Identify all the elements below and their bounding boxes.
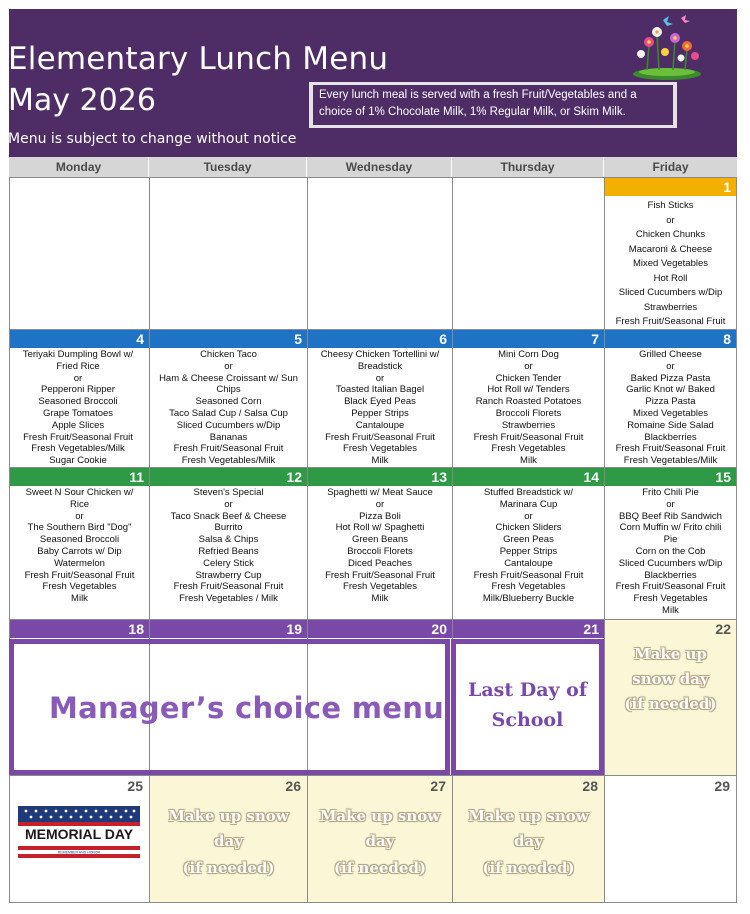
menu-item: Milk: [520, 455, 537, 467]
menu-item: Fresh Fruit/Seasonal Fruit: [173, 581, 284, 593]
day-cell-may-1: [604, 177, 737, 330]
menu-item: Ranch Roasted Potatoes: [475, 396, 582, 408]
menu-item: Stuffed Breadstick w/: [483, 487, 574, 498]
day-number: 25: [127, 778, 143, 794]
snow-day-line1: Make up snow: [468, 807, 589, 825]
menu-list: [150, 487, 307, 605]
change-notice: Menu is subject to change without notice: [8, 131, 297, 147]
day-header-monday: Monday: [9, 157, 149, 177]
menu-item: or: [666, 498, 675, 510]
menu-item: Fresh Vegetables/Milk: [31, 443, 125, 455]
menu-item: Pepper Strips: [499, 545, 558, 557]
menu-item: Baby Carrots w/ Dip: [37, 545, 122, 557]
last-day-label: [451, 675, 604, 735]
menu-item: Diced Peaches: [348, 557, 412, 569]
menu-item: Seasoned Broccoli: [39, 534, 120, 546]
menu-item: Corn on the Cob: [635, 545, 706, 557]
memorial-day-banner: [18, 806, 140, 862]
page-title: Elementary Lunch Menu: [8, 41, 389, 77]
menu-item: Baked Pizza Pasta: [630, 372, 711, 384]
menu-item: Salsa & Chips: [198, 534, 259, 546]
menu-item: Hot Roll w/ Spaghetti: [335, 522, 425, 534]
menu-item: Bananas: [209, 431, 248, 443]
menu-item: Fresh Vegetables: [491, 443, 566, 455]
menu-item: Chicken Taco: [200, 349, 257, 360]
menu-item: Fresh Fruit/Seasonal Fruit: [473, 569, 584, 581]
menu-item: Fresh Vegetables: [491, 581, 566, 593]
day-cell-may-7: [452, 329, 605, 468]
menu-item: Rice: [69, 498, 89, 510]
menu-item: Black Eyed Peas: [344, 396, 416, 408]
menu-item: or: [224, 498, 233, 510]
menu-item: or: [524, 360, 533, 372]
menu-item: Corn Muffin w/ Frito chili: [619, 522, 722, 534]
day-cell-may-22: [604, 619, 737, 776]
last-day-line2: School: [491, 709, 564, 731]
day-cell-may-13: [307, 467, 453, 620]
day-cell-may-15: [604, 467, 737, 620]
menu-item: Chicken Tender: [495, 372, 562, 384]
menu-item: or: [375, 372, 385, 384]
menu-item: Fried Rice: [56, 360, 100, 372]
day-number: 6: [308, 330, 452, 348]
day-header-tuesday: Tuesday: [149, 157, 307, 177]
menu-item: Teriyaki Dumpling Bowl w/: [22, 349, 134, 360]
menu-item: Strawberries: [643, 301, 698, 313]
day-number: 5: [150, 330, 307, 348]
menu-item: Spaghetti w/ Meat Sauce: [327, 487, 433, 498]
menu-item: Burrito: [214, 522, 243, 534]
menu-item: Milk: [371, 593, 389, 605]
day-number: 27: [430, 778, 446, 794]
menu-item: Breadstick: [357, 360, 403, 372]
memorial-day-subtext: REMEMBER AND HONOR: [57, 850, 101, 855]
menu-item: Strawberries: [501, 419, 556, 431]
day-number: 20: [308, 620, 452, 638]
day-number: 19: [150, 620, 307, 638]
day-cell-may-6: [307, 329, 453, 468]
day-header-friday: Friday: [604, 157, 737, 177]
menu-item: Marinara Cup: [499, 498, 558, 510]
day-cell-empty: [452, 177, 605, 330]
menu-item: Fresh Vegetables / Milk: [179, 593, 278, 605]
day-number: 28: [582, 778, 598, 794]
menu-item: Fresh Fruit/Seasonal Fruit: [473, 431, 584, 443]
menu-item: Fresh Fruit/Seasonal Fruit: [615, 581, 726, 593]
menu-item: Fresh Fruit/Seasonal Fruit: [24, 569, 135, 581]
memorial-day-text: MEMORIAL DAY: [24, 826, 134, 842]
menu-item: Milk: [662, 604, 679, 616]
menu-item: Sugar Cookie: [49, 455, 107, 467]
menu-item: Milk/Blueberry Buckle: [482, 593, 575, 605]
menu-item: Grape Tomatoes: [42, 407, 114, 419]
menu-item: or: [666, 214, 675, 226]
day-cell-may-12: [149, 467, 308, 620]
day-header-thursday: Thursday: [452, 157, 604, 177]
snow-day-line1: Make up snow: [168, 807, 289, 825]
last-day-line1: Last Day of: [467, 679, 588, 701]
menu-item: or: [524, 510, 533, 522]
day-number: 7: [453, 330, 604, 348]
day-number: 22: [605, 620, 736, 638]
menu-item: The Southern Bird "Dog": [27, 522, 132, 534]
menu-item: Broccoli Florets: [347, 545, 413, 557]
menu-item: or: [375, 498, 385, 510]
menu-item: Fresh Vegetables: [42, 581, 117, 593]
day-cell-may-14: [452, 467, 605, 620]
snow-day-line3: (if needed): [624, 695, 717, 713]
menu-item: Toasted Italian Bagel: [335, 384, 425, 396]
menu-list: [308, 487, 452, 605]
menu-item: Frito Chili Pie: [642, 487, 699, 498]
menu-list: [150, 349, 307, 467]
day-cell-may-4: [9, 329, 150, 468]
menu-list: [605, 487, 736, 617]
menu-item: Green Peas: [503, 534, 554, 546]
menu-item: Fresh Vegetables/Milk: [623, 455, 718, 467]
day-cell-may-11: [9, 467, 150, 620]
menu-item: Fresh Fruit/Seasonal Fruit: [325, 431, 435, 443]
month-subtitle: May 2026: [8, 83, 156, 118]
menu-item: Hot Roll: [653, 272, 688, 284]
flowers-icon: [627, 12, 707, 82]
menu-item: Fresh Fruit/Seasonal Fruit: [173, 443, 284, 455]
menu-item: Green Beans: [352, 534, 408, 546]
menu-item: Strawberry Cup: [195, 569, 262, 581]
snow-day-line3: (if needed): [182, 859, 275, 877]
menu-item: Pie: [663, 534, 678, 546]
menu-item: Steven's Special: [193, 487, 264, 498]
menu-list: [308, 349, 452, 467]
day-cell-may-28: [452, 775, 605, 903]
manager-choice-label: Manager’s choice menu: [49, 691, 445, 725]
menu-item: Mixed Vegetables: [633, 407, 708, 419]
menu-item: or: [75, 510, 84, 522]
menu-item: Fresh Vegetables: [343, 581, 417, 593]
menu-item: Sliced Cucumbers w/Dip: [618, 287, 723, 298]
milk-notice-box: [309, 82, 677, 128]
day-number: 8: [605, 330, 736, 348]
menu-item: Apple Slices: [51, 419, 105, 431]
menu-item: Watermelon: [54, 557, 105, 569]
menu-item: or: [73, 372, 83, 384]
menu-list: [10, 349, 149, 467]
menu-item: Hot Roll w/ Tenders: [487, 384, 570, 396]
menu-list: [605, 349, 736, 467]
snow-day-line2: day: [365, 832, 395, 850]
day-number: 21: [453, 620, 604, 638]
menu-item: Milk: [71, 593, 88, 605]
menu-item: Romaine Side Salad: [627, 419, 714, 431]
menu-item: Taco Salad Cup / Salsa Cup: [169, 407, 288, 419]
day-cell-may-5: [149, 329, 308, 468]
menu-item: Fresh Fruit/Seasonal Fruit: [615, 443, 726, 455]
menu-item: Garlic Knot w/ Baked: [626, 384, 715, 396]
menu-item: Fresh Fruit/Seasonal Fruit: [615, 316, 726, 327]
menu-item: Mixed Vegetables: [633, 258, 708, 269]
menu-item: Chicken Sliders: [495, 522, 562, 534]
day-header-wednesday: Wednesday: [307, 157, 452, 177]
snow-day-line1: Make up snow: [319, 807, 441, 825]
day-number: 4: [10, 330, 149, 348]
menu-item: Fish Sticks: [647, 200, 694, 211]
menu-list: [453, 349, 604, 467]
menu-list: [453, 487, 604, 605]
menu-item: Cantaloupe: [504, 557, 553, 569]
menu-item: Fresh Fruit/Seasonal Fruit: [23, 431, 133, 443]
snow-day-line2: day: [214, 832, 243, 850]
menu-item: Refried Beans: [198, 545, 259, 557]
menu-item: Seasoned Corn: [195, 396, 262, 408]
day-cell-may-26: [149, 775, 308, 903]
menu-item: Sweet N Sour Chicken w/: [25, 487, 134, 498]
menu-item: Seasoned Broccoli: [38, 396, 118, 408]
menu-item: Pepperoni Ripper: [41, 384, 115, 396]
menu-item: Blackberries: [644, 431, 697, 443]
menu-item: Fresh Vegetables: [633, 593, 708, 605]
menu-item: Blackberries: [644, 569, 697, 581]
day-cell-empty: [149, 177, 308, 330]
menu-item: Macaroni & Cheese: [628, 243, 713, 255]
menu-item: or: [224, 360, 233, 372]
menu-item: Chips: [216, 384, 241, 396]
menu-list: [10, 487, 149, 605]
day-cell-may-27: [307, 775, 453, 903]
menu-item: Pepper Strips: [351, 407, 409, 419]
menu-item: Grilled Cheese: [639, 349, 702, 360]
day-cell-may-8: [604, 329, 737, 468]
menu-item: BBQ Beef Rib Sandwich: [619, 510, 722, 522]
day-number: 1: [605, 178, 736, 196]
day-number: 12: [150, 468, 307, 486]
menu-item: Sliced Cucumbers w/Dip: [176, 419, 281, 431]
day-number: 29: [714, 778, 730, 794]
menu-item: Pizza Boli: [359, 510, 401, 522]
snow-day-line2: day: [514, 832, 543, 850]
day-number: 26: [285, 778, 301, 794]
day-number: 18: [10, 620, 149, 638]
menu-item: Milk: [371, 455, 389, 467]
menu-item: or: [666, 360, 675, 372]
menu-item: Broccoli Florets: [495, 407, 562, 419]
menu-item: Cantaloupe: [355, 419, 405, 431]
day-cell-empty: [9, 177, 150, 330]
menu-item: Celery Stick: [203, 557, 254, 569]
milk-notice-line1: Every lunch meal is served with a fresh Fruit/Vegetables and a: [319, 89, 637, 101]
day-number: 11: [10, 468, 149, 486]
menu-item: Pizza Pasta: [645, 396, 696, 408]
day-number: 13: [308, 468, 452, 486]
snow-day-line2: snow day: [632, 670, 709, 688]
snow-day-line3: (if needed): [482, 859, 575, 877]
snow-day-line3: (if needed): [333, 859, 427, 877]
menu-item: Fresh Vegetables: [343, 443, 417, 455]
snow-day-line1: Make up: [634, 645, 707, 663]
menu-item: Sliced Cucumbers w/Dip: [618, 557, 723, 569]
day-cell-empty: [307, 177, 453, 330]
menu-list: [605, 199, 736, 330]
day-cell-may-29: [604, 775, 737, 903]
menu-item: Fresh Fruit/Seasonal Fruit: [325, 569, 435, 581]
menu-item: Fresh Vegetables/Milk: [181, 455, 276, 467]
menu-item: Taco Snack Beef & Cheese: [170, 510, 287, 522]
day-number: 15: [605, 468, 736, 486]
day-number: 14: [453, 468, 604, 486]
menu-item: Mini Corn Dog: [498, 349, 559, 360]
menu-item: Cheesy Chicken Tortellini w/: [320, 349, 440, 360]
menu-item: Ham & Cheese Croissant w/ Sun: [159, 372, 298, 384]
menu-item: Chicken Chunks: [635, 229, 706, 240]
milk-notice-line2: choice of 1% Chocolate Milk, 1% Regular Milk, or Skim Milk.: [319, 106, 626, 118]
